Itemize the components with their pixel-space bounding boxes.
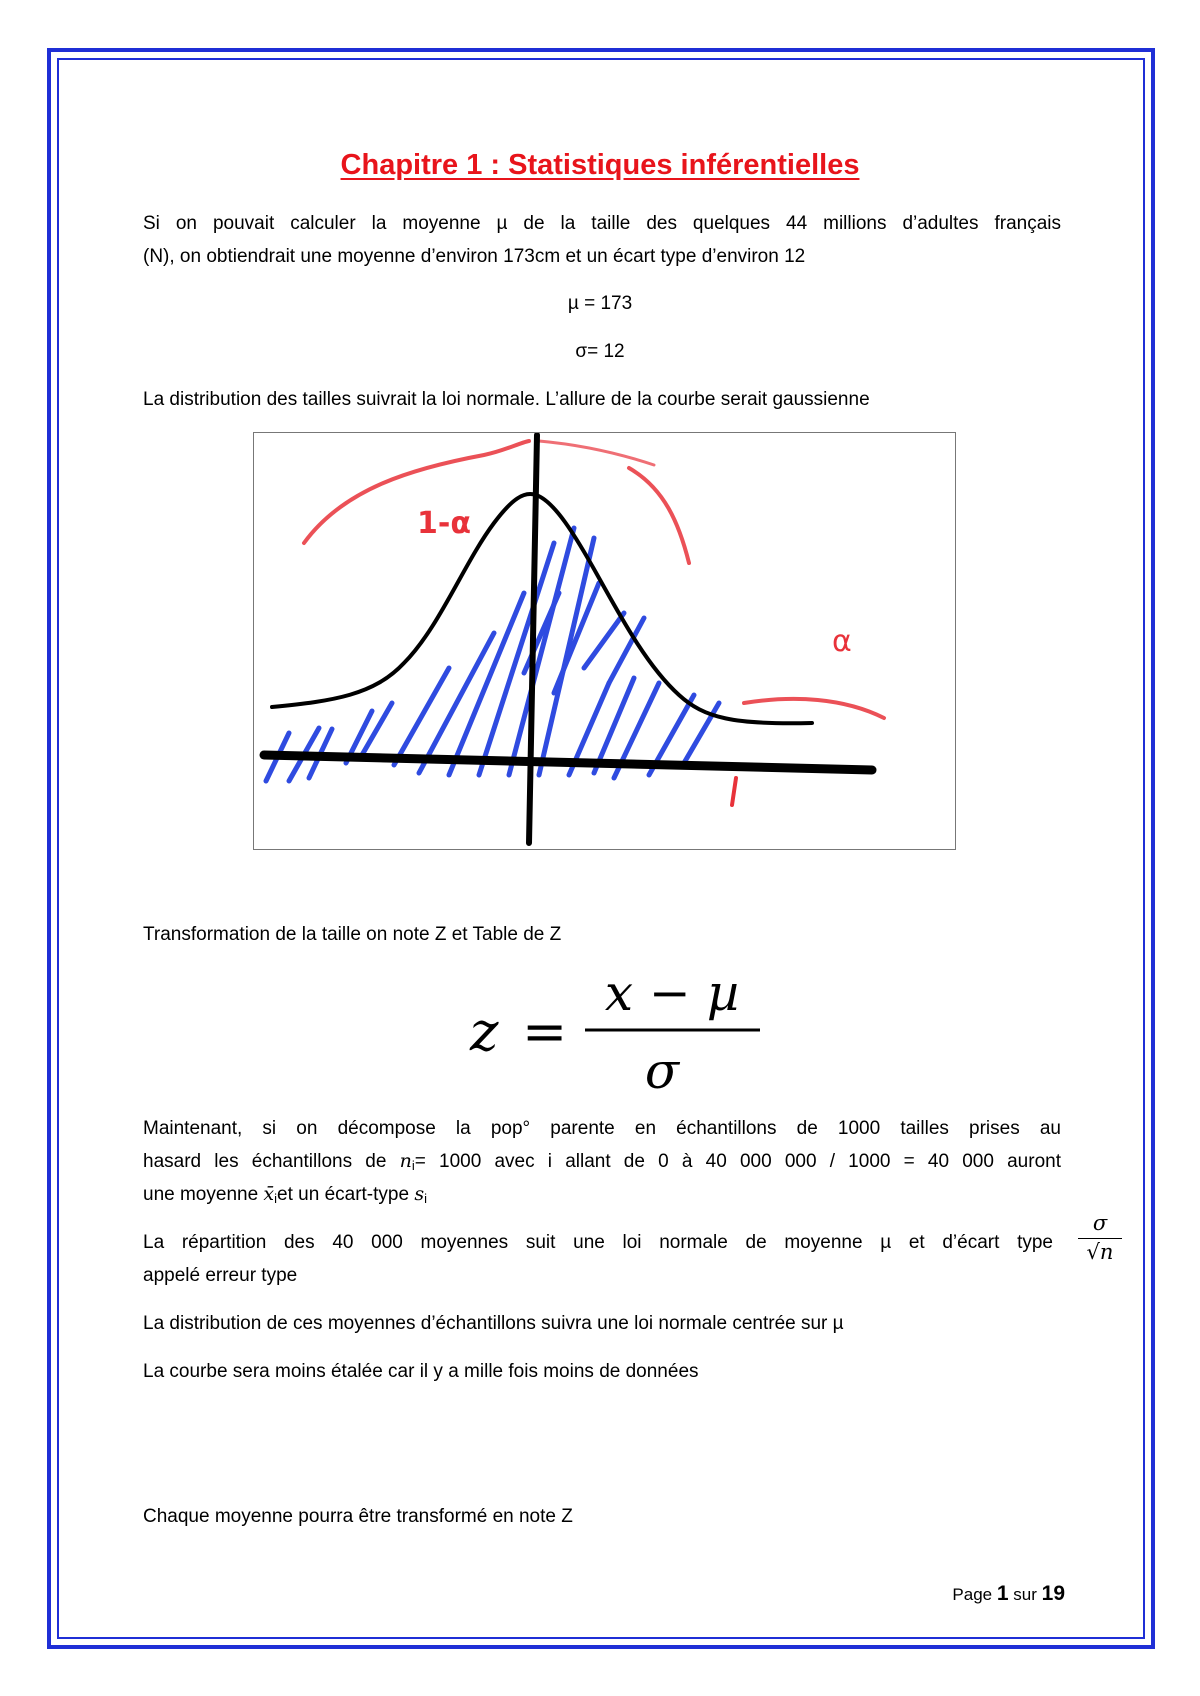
chapter-title: Chapitre 1 : Statistiques inférentielles bbox=[340, 149, 860, 181]
z-score-formula bbox=[450, 960, 790, 1100]
gaussian-curve bbox=[272, 494, 812, 723]
label-confidence: 1-α bbox=[417, 506, 471, 541]
hatched-area bbox=[266, 528, 719, 781]
frac-denominator: √n bbox=[1086, 1240, 1114, 1264]
gaussian-figure bbox=[253, 432, 956, 850]
formula-numerator: x − µ bbox=[604, 964, 740, 1022]
para1-line2: (N), on obtiendrait une moyenne d’environ 173cm et un écart type d’environ 12 bbox=[143, 246, 806, 267]
para4-line3: une moyenne $x̄_iet$ un écart-type $s_i$ bbox=[143, 1183, 427, 1206]
symbol-xbar: x̄ bbox=[263, 1183, 275, 1205]
para5-line1: La répartition des 40 000 moyennes suit une loi normale de moyenne µ et d’écart type bbox=[143, 1232, 1053, 1253]
y-axis bbox=[529, 435, 537, 843]
symbol-n: n bbox=[399, 1150, 412, 1172]
mu-equation: µ = 173 bbox=[567, 293, 633, 314]
para4-line2: hasard les échantillons de $n_i= 1000$ avec i allant de 0 à 40 000 000 / 1000 = 40 000 auront bbox=[143, 1150, 1061, 1173]
subscript-i: i bbox=[411, 1158, 415, 1173]
label-alpha: α bbox=[832, 624, 852, 659]
formula-equals: = bbox=[522, 1000, 568, 1063]
formula-denominator: σ bbox=[644, 1042, 680, 1100]
page-footer: Page 1 sur 19 bbox=[952, 1582, 1065, 1605]
red-arc-top bbox=[539, 441, 654, 465]
page-total: 19 bbox=[1041, 1582, 1065, 1605]
red-arc-right bbox=[629, 468, 689, 563]
frac-numerator: σ bbox=[1078, 1210, 1122, 1239]
red-tick bbox=[732, 778, 736, 805]
symbol-s: s bbox=[414, 1183, 425, 1205]
standard-error-fraction bbox=[1078, 1210, 1122, 1265]
para7: La courbe sera moins étalée car il y a mille fois moins de données bbox=[143, 1361, 699, 1382]
para1-line1: Si on pouvait calculer la moyenne µ de la taille des quelques 44 millions d’adultes français bbox=[143, 213, 1061, 234]
sigma-equation: σ= 12 bbox=[575, 341, 625, 362]
page-number: 1 bbox=[996, 1582, 1009, 1605]
para8: Chaque moyenne pourra être transformé en note Z bbox=[143, 1506, 573, 1527]
x-axis bbox=[264, 755, 872, 770]
gaussian-sketch bbox=[254, 433, 954, 848]
para6: La distribution de ces moyennes d’échantillons suivra une loi normale centrée sur µ bbox=[143, 1313, 844, 1334]
para5-line2: appelé erreur type bbox=[143, 1265, 298, 1286]
para2: La distribution des tailles suivrait la loi normale. L’allure de la courbe serait gaussienne bbox=[143, 389, 870, 410]
para3: Transformation de la taille on note Z et Table de Z bbox=[143, 924, 562, 945]
para4-line1: Maintenant, si on décompose la pop° parente en échantillons de 1000 tailles prises au bbox=[143, 1118, 1061, 1139]
red-arc-lower-right bbox=[744, 699, 884, 718]
formula-lhs: z bbox=[470, 1000, 499, 1063]
